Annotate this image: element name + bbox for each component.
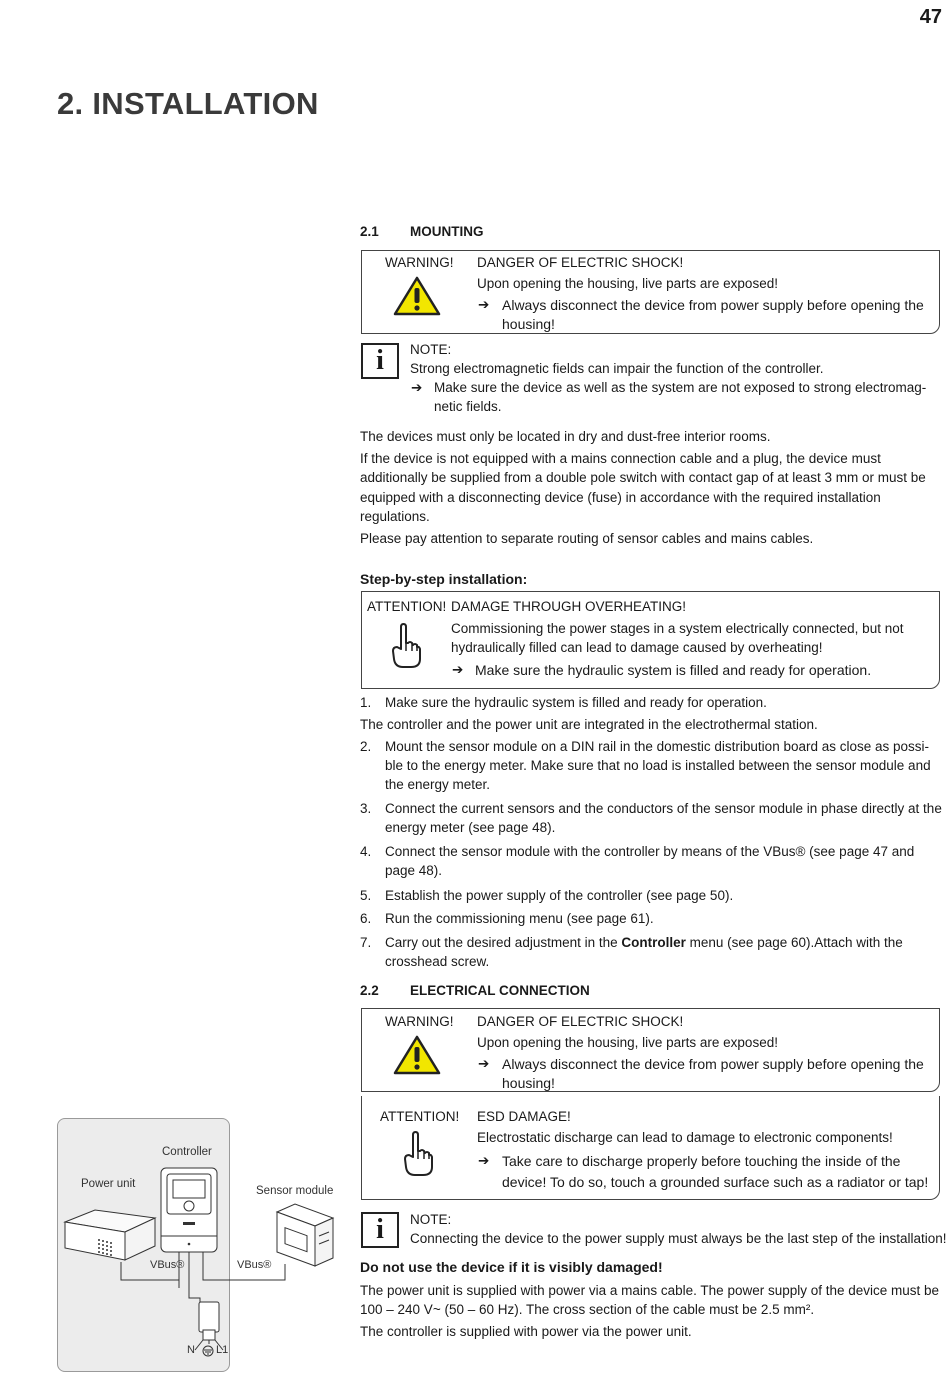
warning-text: Upon opening the housing, live parts are exposed!	[477, 276, 778, 291]
attention-text-cont: hydraulically filled can lead to damage caused by overheating!	[451, 640, 823, 655]
step-text: Connect the current sensors and the conductors of the sensor module in phase directly at the energy meter (see page 48).	[385, 801, 942, 836]
arrow-icon: ➔	[478, 297, 490, 312]
list-item	[360, 737, 942, 795]
attention-text: Commissioning the power stages in a system electrically connected, but not	[451, 621, 904, 636]
step-number: 1.	[360, 695, 372, 710]
note-instruction: Make sure the device as well as the system are not exposed to strong electromag-	[434, 380, 927, 395]
warning-text: Upon opening the housing, live parts are exposed!	[477, 1035, 778, 1050]
section-heading-electrical	[360, 983, 590, 998]
chapter-title: 2. INSTALLATION	[57, 86, 319, 121]
vbus-label: VBus®	[237, 1259, 272, 1271]
step-text: Connect the sensor module with the controller by means of the VBus® (see page 47 and page 48).	[385, 844, 915, 879]
warning-instruction-cont: housing!	[502, 1075, 555, 1091]
list-item	[360, 886, 942, 905]
step-text	[385, 933, 942, 971]
step-number: 7.	[360, 935, 372, 950]
list-item	[360, 909, 942, 928]
section-heading-mounting	[360, 224, 484, 239]
note-label: NOTE:	[410, 342, 452, 357]
note-instruction-cont: netic fields.	[434, 399, 502, 414]
section-number: 2.1	[360, 224, 379, 239]
note-text: Connecting the device to the power supply must always be the last step of the installation!	[410, 1231, 947, 1246]
paragraph: The controller is supplied with power via the power unit.	[360, 1324, 692, 1340]
step-text-part: Carry out the desired adjustment in the	[385, 935, 622, 950]
paragraph: The power unit is supplied with power via a mains cable. The power supply of the device must be 100 – 240 V~ (50 – 60 Hz). The cross section of the cable must be 2.5 mm².	[360, 1283, 940, 1318]
electrical-body-text	[360, 1281, 940, 1345]
info-icon: i	[361, 1212, 399, 1248]
step-number: 4.	[360, 844, 372, 859]
step-text: Run the commissioning menu (see page 61).	[385, 911, 654, 926]
arrow-icon: ➔	[478, 1056, 490, 1071]
power-unit-icon	[65, 1210, 155, 1260]
hand-pointer-icon	[401, 1131, 433, 1177]
list-item	[360, 933, 942, 971]
paragraph: If the device is not equipped with a mains connection cable and a plug, the device must additionally be supplied from a double pole switch with contact gap of at least 3 mm or must be equipped with a disconnecting device (fuse) in accordance with the required installation regulations.	[360, 451, 926, 524]
page-number: 47	[919, 6, 942, 28]
steps-note	[360, 715, 942, 734]
warning-label: WARNING!	[385, 255, 454, 270]
attention-headline: ESD DAMAGE!	[477, 1109, 571, 1124]
bold-warning: Do not use the device if it is visibly damaged!	[360, 1259, 663, 1275]
warning-label: WARNING!	[385, 1014, 454, 1029]
step-number: 2.	[360, 739, 372, 754]
attention-label: ATTENTION!	[367, 599, 447, 614]
vbus-label: VBus®	[150, 1259, 185, 1271]
step-number: 3.	[360, 801, 372, 816]
note-label: NOTE:	[410, 1212, 452, 1227]
arrow-icon: ➔	[452, 662, 464, 677]
attention-label: ATTENTION!	[380, 1109, 460, 1124]
neutral-label: N	[187, 1344, 195, 1356]
attention-instruction: Make sure the hydraulic system is filled and ready for operation.	[475, 662, 872, 678]
warning-box	[361, 1008, 940, 1092]
sensor-module-label: Sensor module	[256, 1185, 334, 1197]
attention-text: Electrostatic discharge can lead to damage to electronic components!	[477, 1130, 893, 1145]
hand-pointer-icon	[389, 623, 421, 669]
arrow-icon: ➔	[478, 1153, 490, 1168]
attention-box	[361, 1096, 940, 1200]
power-unit-label: Power unit	[81, 1178, 136, 1190]
list-item	[360, 842, 942, 880]
step-text: Establish the power supply of the controller (see page 50).	[385, 888, 734, 903]
section-title: ELECTRICAL CONNECTION	[410, 983, 590, 998]
warning-headline: DANGER OF ELECTRIC SHOCK!	[477, 255, 684, 270]
attention-headline: DAMAGE THROUGH OVERHEATING!	[451, 599, 687, 614]
controller-icon	[161, 1168, 217, 1252]
sensor-module-icon	[277, 1204, 333, 1266]
warning-instruction: Always disconnect the device from power supply before opening the	[502, 297, 924, 313]
wiring-diagram	[55, 1160, 345, 1378]
list-item	[360, 799, 942, 837]
step-text: Mount the sensor module on a DIN rail in the domestic distribution board as close as possi-ble to the energy meter. Make sure that no load is installed between the sensor module and the energy meter.	[385, 739, 931, 793]
note-text: Strong electromagnetic fields can impair the function of the controller.	[410, 361, 824, 376]
warning-instruction: Always disconnect the device from power supply before opening the	[502, 1056, 924, 1072]
info-icon: i	[361, 343, 399, 379]
phase-label: L1	[216, 1344, 229, 1356]
step-text: Make sure the hydraulic system is filled and ready for operation.	[385, 695, 767, 710]
step-by-step-heading: Step-by-step installation:	[360, 571, 528, 587]
attention-instruction: Take care to discharge properly before touching the inside of the	[502, 1153, 901, 1169]
step-text-part: menu (see page 60).Attach with the crosshead screw.	[385, 935, 903, 970]
arrow-icon: ➔	[411, 380, 423, 395]
warning-box	[361, 250, 940, 334]
section-number: 2.2	[360, 983, 379, 998]
controller-label: Controller	[162, 1146, 212, 1158]
warning-instruction-cont: housing!	[502, 316, 555, 332]
list-item	[360, 693, 942, 712]
mounting-body-text	[360, 427, 940, 551]
step-number: 6.	[360, 911, 372, 926]
attention-instruction-cont: device! To do so, touch a grounded surface such as a radiator or tap!	[502, 1174, 929, 1190]
step-number: 5.	[360, 888, 372, 903]
attention-box	[361, 591, 940, 689]
menu-name: Controller	[621, 935, 686, 950]
warning-triangle-icon	[393, 276, 441, 316]
paragraph: The devices must only be located in dry and dust-free interior rooms.	[360, 429, 771, 444]
section-title: MOUNTING	[410, 224, 484, 239]
warning-headline: DANGER OF ELECTRIC SHOCK!	[477, 1014, 684, 1029]
warning-triangle-icon	[393, 1035, 441, 1075]
paragraph: Please pay attention to separate routing of sensor cables and mains cables.	[360, 531, 814, 547]
paragraph: The controller and the power unit are integrated in the electrothermal station.	[360, 717, 818, 732]
